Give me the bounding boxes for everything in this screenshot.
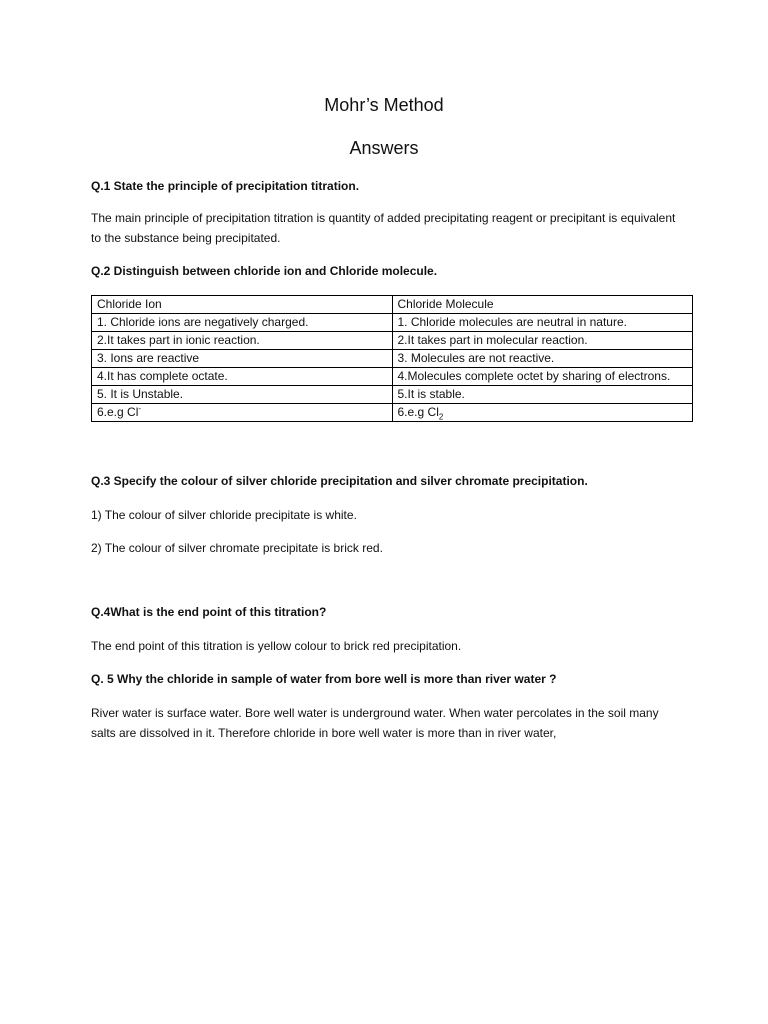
comparison-table <box>91 295 693 422</box>
question-2: Q.2 Distinguish between chloride ion and Chloride molecule. <box>91 264 438 278</box>
table-cell: 1. Chloride molecules are neutral in nature. <box>392 314 693 332</box>
answer-1: The main principle of precipitation titration is quantity of added precipitating reagent or precipitant is equivalent to the substance being precipitated. <box>91 211 676 245</box>
table-row <box>92 404 693 422</box>
table-cell: 5. It is Unstable. <box>92 386 393 404</box>
document-title: Mohr’s Method <box>324 95 444 115</box>
table-header-cell: Chloride Molecule <box>392 296 693 314</box>
answer-5: River water is surface water. Bore well water is underground water. When water percolates in the soil many salts are dissolved in it. Therefore chloride in bore well water is more than in river water, <box>91 706 659 740</box>
answer-3-2: 2) The colour of silver chromate precipitate is brick red. <box>91 541 383 555</box>
subscript-count: 2 <box>438 412 444 422</box>
table-cell: 3. Molecules are not reactive. <box>392 350 693 368</box>
table-row <box>92 368 693 386</box>
table-cell: 5.It is stable. <box>392 386 693 404</box>
table-cell: 1. Chloride ions are negatively charged. <box>92 314 393 332</box>
table-cell: 2.It takes part in molecular reaction. <box>392 332 693 350</box>
answer-3-1: 1) The colour of silver chloride precipitate is white. <box>91 508 357 522</box>
table-cell: 4.It has complete octate. <box>92 368 393 386</box>
table-header-cell: Chloride Ion <box>92 296 393 314</box>
table-row <box>92 332 693 350</box>
table-cell <box>92 404 393 422</box>
question-1: Q.1 State the principle of precipitation titration. <box>91 179 360 193</box>
table-row <box>92 350 693 368</box>
superscript-charge: - <box>138 404 142 413</box>
answer-4: The end point of this titration is yellow colour to brick red precipitation. <box>91 639 462 653</box>
table-cell <box>392 404 693 422</box>
table-header-row <box>92 296 693 314</box>
table-row <box>92 314 693 332</box>
question-4: Q.4What is the end point of this titration? <box>91 605 327 619</box>
document-subtitle: Answers <box>349 138 419 158</box>
question-3: Q.3 Specify the colour of silver chloride precipitation and silver chromate precipitation. <box>91 474 588 488</box>
table-cell: 2.It takes part in ionic reaction. <box>92 332 393 350</box>
example-text: 6.e.g Cl <box>397 405 439 419</box>
table-cell: 4.Molecules complete octet by sharing of electrons. <box>392 368 693 386</box>
table-cell: 3. Ions are reactive <box>92 350 393 368</box>
question-5: Q. 5 Why the chloride in sample of water from bore well is more than river water ? <box>91 672 557 686</box>
table-row <box>92 386 693 404</box>
example-text: 6.e.g Cl <box>97 405 139 419</box>
